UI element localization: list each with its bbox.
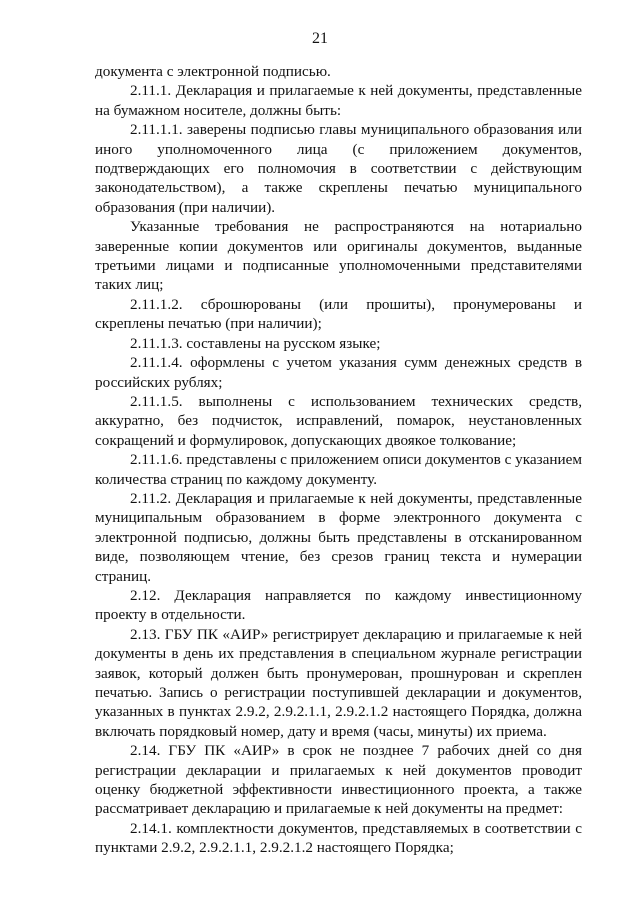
- paragraph: документа с электронной подписью.: [95, 63, 331, 80]
- page-number: 21: [312, 30, 328, 47]
- paragraph: 2.14. ГБУ ПК «АИР» в срок не позднее 7 рабочих дней со дня регистрации декларации и прилагаемых к ней документов проводит оценку бюджетной эффективности инвестиционного проекта, а также рассматривает декларацию и прилагаемые к ней документы на предмет:: [95, 742, 582, 818]
- paragraph: Указанные требования не распространяются на нотариально заверенные копии документов или оригиналы документов, выданные третьими лицами и подписанные уполномоченными представителями таких лиц;: [95, 218, 582, 294]
- document-body: [95, 62, 582, 858]
- paragraph: 2.11.1.3. составлены на русском языке;: [130, 334, 381, 352]
- paragraph: 2.11.1.2. сброшюрованы (или прошиты), пронумерованы и скреплены печатью (при наличии);: [95, 295, 582, 333]
- paragraph: 2.11.1.4. оформлены с учетом указания сумм денежных средств в российских рублях;: [95, 354, 582, 391]
- paragraph: 2.12. Декларация направляется по каждому инвестиционному проекту в отдельности.: [95, 586, 582, 624]
- paragraph: 2.11.1.5. выполнены с использованием технических средств, аккуратно, без подчисток, исправлений, помарок, неустановленных сокращений и формулировок, допускающих двоякое толкование;: [95, 392, 582, 449]
- paragraph: 2.11.1.6. представлены с приложением описи документов с указанием количества страниц по каждому документу.: [95, 451, 582, 488]
- paragraph: 2.11.2. Декларация и прилагаемые к ней документы, представленные муниципальным образованием в форме электронного документа с электронной подписью, должны быть представлены в отсканированном виде, позволяющем чтение, без срезов границ текста и нумерации страниц.: [95, 489, 582, 585]
- paragraph: 2.11.1. Декларация и прилагаемые к ней документы, представленные на бумажном носителе, должны быть:: [95, 82, 582, 119]
- paragraph: 2.13. ГБУ ПК «АИР» регистрирует декларацию и прилагаемые к ней документы в день их представления в специальном журнале регистрации заявок, который должен быть пронумерован, прошнурован и скреплен печатью. Запись о регистрации поступившей декларации и документов, указанных в пунктах 2.9.2, 2.9.2.1.1, 2.9.2.1.2 настоящего Порядка, должна включать порядковый номер, дату и время (часы, минуты) их приема.: [95, 625, 582, 740]
- paragraph: 2.14.1. комплектности документов, представляемых в соответствии с пунктами 2.9.2, 2.9.2.1.1, 2.9.2.1.2 настоящего Порядка;: [95, 819, 582, 857]
- paragraph: 2.11.1.1. заверены подписью главы муниципального образования или иного уполномоченного лица (с приложением документов, подтверждающих его полномочия в соответствии с действующим законодательством), а также скреплены печатью муниципального образования (при наличии).: [95, 121, 582, 216]
